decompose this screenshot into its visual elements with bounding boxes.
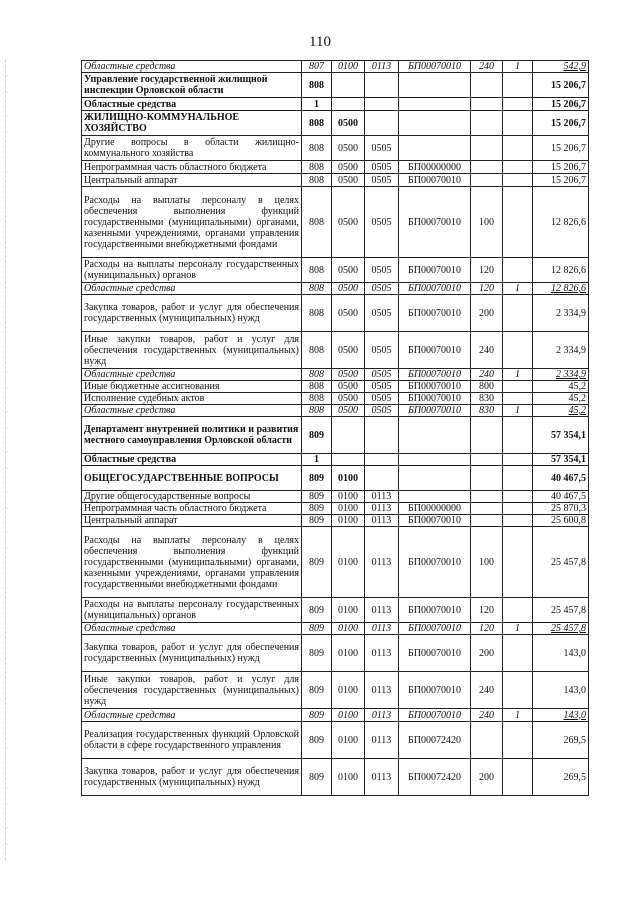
row-source-cell (503, 672, 533, 709)
page-number: 110 (309, 34, 331, 50)
row-amount-cell: 12 826,6 (533, 187, 589, 258)
row-razdel-cell: 0100 (332, 515, 365, 527)
row-name-cell: Иные закупки товаров, работ и услуг для обеспечения государственных (муниципальных) нужд (82, 332, 302, 369)
row-target-article-cell: БП00070010 (399, 623, 471, 635)
row-razdel-cell: 0100 (332, 598, 365, 623)
table-row (82, 283, 589, 295)
row-amount-cell: 2 334,9 (533, 295, 589, 332)
row-source-cell: 1 (503, 369, 533, 381)
row-expense-type-cell (471, 161, 503, 174)
row-target-article-cell: БП00070010 (399, 527, 471, 598)
row-podrazdel-cell: 0505 (365, 295, 399, 332)
row-razdel-cell (332, 98, 365, 111)
row-amount-cell: 15 206,7 (533, 174, 589, 187)
row-name-cell: Иные бюджетные ассигнования (82, 381, 302, 393)
budget-table (81, 60, 589, 796)
row-vedomstvo-cell: 808 (302, 187, 332, 258)
row-target-article-cell: БП00070010 (399, 672, 471, 709)
row-amount-cell: 15 206,7 (533, 73, 589, 98)
row-podrazdel-cell: 0505 (365, 136, 399, 161)
row-amount-cell: 2 334,9 (533, 369, 589, 381)
row-expense-type-cell: 240 (471, 369, 503, 381)
row-source-cell (503, 136, 533, 161)
row-amount-cell: 269,5 (533, 722, 589, 759)
row-name-cell: Центральный аппарат (82, 174, 302, 187)
row-expense-type-cell (471, 73, 503, 98)
row-podrazdel-cell: 0505 (365, 174, 399, 187)
row-razdel-cell: 0100 (332, 672, 365, 709)
row-source-cell (503, 258, 533, 283)
row-amount-cell: 143,0 (533, 672, 589, 709)
row-name-cell: Закупка товаров, работ и услуг для обеспечения государственных (муниципальных) нужд (82, 295, 302, 332)
row-razdel-cell: 0100 (332, 759, 365, 796)
row-vedomstvo-cell: 1 (302, 98, 332, 111)
row-vedomstvo-cell: 808 (302, 111, 332, 136)
row-vedomstvo-cell: 808 (302, 136, 332, 161)
row-amount-cell: 12 826,6 (533, 258, 589, 283)
row-name-cell: Центральный аппарат (82, 515, 302, 527)
table-row (82, 709, 589, 722)
row-podrazdel-cell: 0113 (365, 503, 399, 515)
row-source-cell (503, 187, 533, 258)
row-vedomstvo-cell: 809 (302, 635, 332, 672)
row-razdel-cell (332, 417, 365, 454)
row-vedomstvo-cell: 809 (302, 709, 332, 722)
row-razdel-cell (332, 73, 365, 98)
row-source-cell (503, 722, 533, 759)
row-razdel-cell: 0500 (332, 258, 365, 283)
table-row (82, 111, 589, 136)
row-amount-cell: 40 467,5 (533, 466, 589, 491)
row-name-cell: Исполнение судебных актов (82, 393, 302, 405)
row-name-cell: Расходы на выплаты персоналу государственных (муниципальных) органов (82, 258, 302, 283)
row-name-cell: Закупка товаров, работ и услуг для обеспечения государственных (муниципальных) нужд (82, 635, 302, 672)
row-name-cell: Областные средства (82, 283, 302, 295)
row-expense-type-cell: 240 (471, 332, 503, 369)
row-razdel-cell: 0500 (332, 369, 365, 381)
row-vedomstvo-cell: 809 (302, 527, 332, 598)
row-expense-type-cell (471, 515, 503, 527)
row-vedomstvo-cell: 808 (302, 174, 332, 187)
row-razdel-cell: 0500 (332, 161, 365, 174)
row-amount-cell: 25 600,8 (533, 515, 589, 527)
row-razdel-cell: 0100 (332, 466, 365, 491)
row-razdel-cell: 0100 (332, 491, 365, 503)
row-podrazdel-cell: 0113 (365, 527, 399, 598)
row-target-article-cell: БП00070010 (399, 187, 471, 258)
row-razdel-cell: 0500 (332, 187, 365, 258)
row-source-cell (503, 491, 533, 503)
row-podrazdel-cell: 0113 (365, 709, 399, 722)
row-name-cell: Расходы на выплаты персоналу государственных (муниципальных) органов (82, 598, 302, 623)
row-target-article-cell (399, 111, 471, 136)
row-expense-type-cell: 100 (471, 527, 503, 598)
row-amount-cell: 542,9 (533, 61, 589, 73)
row-amount-cell: 45,2 (533, 381, 589, 393)
row-podrazdel-cell (365, 111, 399, 136)
row-name-cell: Расходы на выплаты персоналу в целях обеспечения выполнения функций государственными (муниципальными) органами, казенными учреждениями, органами управления государственными внебюджетными фондами (82, 187, 302, 258)
table-row (82, 393, 589, 405)
table-row (82, 759, 589, 796)
table-row (82, 161, 589, 174)
row-expense-type-cell (471, 503, 503, 515)
row-target-article-cell (399, 417, 471, 454)
row-name-cell: Непрограммная часть областного бюджета (82, 161, 302, 174)
row-target-article-cell: БП00070010 (399, 332, 471, 369)
row-source-cell (503, 295, 533, 332)
row-podrazdel-cell: 0113 (365, 635, 399, 672)
row-target-article-cell (399, 136, 471, 161)
row-target-article-cell (399, 454, 471, 466)
row-vedomstvo-cell: 809 (302, 672, 332, 709)
table-row (82, 722, 589, 759)
table-row (82, 672, 589, 709)
table-row (82, 503, 589, 515)
row-target-article-cell (399, 466, 471, 491)
row-podrazdel-cell: 0505 (365, 393, 399, 405)
row-podrazdel-cell: 0505 (365, 161, 399, 174)
row-target-article-cell: БП00072420 (399, 759, 471, 796)
row-expense-type-cell: 240 (471, 61, 503, 73)
row-razdel-cell: 0500 (332, 295, 365, 332)
row-amount-cell: 25 457,8 (533, 527, 589, 598)
row-target-article-cell: БП00070010 (399, 405, 471, 417)
row-expense-type-cell (471, 722, 503, 759)
row-source-cell (503, 598, 533, 623)
row-amount-cell: 143,0 (533, 709, 589, 722)
row-target-article-cell: БП00000000 (399, 161, 471, 174)
row-amount-cell: 143,0 (533, 635, 589, 672)
row-podrazdel-cell: 0113 (365, 672, 399, 709)
row-source-cell: 1 (503, 709, 533, 722)
row-podrazdel-cell: 0113 (365, 491, 399, 503)
row-target-article-cell (399, 98, 471, 111)
table-row (82, 295, 589, 332)
row-razdel-cell: 0100 (332, 722, 365, 759)
row-expense-type-cell (471, 111, 503, 136)
row-source-cell (503, 174, 533, 187)
row-amount-cell: 25 457,8 (533, 598, 589, 623)
row-vedomstvo-cell: 809 (302, 722, 332, 759)
row-podrazdel-cell: 0505 (365, 369, 399, 381)
table-row (82, 258, 589, 283)
row-vedomstvo-cell: 808 (302, 369, 332, 381)
row-expense-type-cell: 830 (471, 393, 503, 405)
row-name-cell: ЖИЛИЩНО-КОММУНАЛЬНОЕ ХОЗЯЙСТВО (82, 111, 302, 136)
row-source-cell (503, 503, 533, 515)
row-podrazdel-cell (365, 417, 399, 454)
row-vedomstvo-cell: 809 (302, 759, 332, 796)
row-target-article-cell: БП00070010 (399, 598, 471, 623)
row-name-cell: Реализация государственных функций Орловской области в сфере государственного управления (82, 722, 302, 759)
row-expense-type-cell: 120 (471, 258, 503, 283)
row-razdel-cell: 0500 (332, 174, 365, 187)
row-razdel-cell: 0100 (332, 503, 365, 515)
row-expense-type-cell (471, 174, 503, 187)
row-target-article-cell: БП00070010 (399, 393, 471, 405)
row-source-cell (503, 393, 533, 405)
row-razdel-cell: 0500 (332, 332, 365, 369)
row-name-cell: Областные средства (82, 61, 302, 73)
row-target-article-cell: БП00070010 (399, 381, 471, 393)
row-name-cell: Непрограммная часть областного бюджета (82, 503, 302, 515)
table-row (82, 405, 589, 417)
row-expense-type-cell: 200 (471, 295, 503, 332)
row-source-cell (503, 98, 533, 111)
table-row (82, 417, 589, 454)
row-expense-type-cell: 830 (471, 405, 503, 417)
row-expense-type-cell: 100 (471, 187, 503, 258)
row-amount-cell: 269,5 (533, 759, 589, 796)
row-podrazdel-cell: 0113 (365, 722, 399, 759)
row-amount-cell: 12 826,6 (533, 283, 589, 295)
row-target-article-cell: БП00070010 (399, 515, 471, 527)
row-amount-cell: 25 870,3 (533, 503, 589, 515)
row-source-cell (503, 515, 533, 527)
row-razdel-cell: 0100 (332, 527, 365, 598)
row-razdel-cell: 0500 (332, 283, 365, 295)
row-source-cell (503, 466, 533, 491)
row-source-cell (503, 454, 533, 466)
table-row (82, 174, 589, 187)
table-row (82, 491, 589, 503)
row-vedomstvo-cell: 808 (302, 73, 332, 98)
row-name-cell: Закупка товаров, работ и услуг для обеспечения государственных (муниципальных) нужд (82, 759, 302, 796)
row-vedomstvo-cell: 809 (302, 598, 332, 623)
row-source-cell (503, 635, 533, 672)
row-podrazdel-cell: 0505 (365, 381, 399, 393)
row-expense-type-cell: 200 (471, 635, 503, 672)
row-name-cell: Иные закупки товаров, работ и услуг для обеспечения государственных (муниципальных) нужд (82, 672, 302, 709)
table-row (82, 454, 589, 466)
row-target-article-cell: БП00070010 (399, 369, 471, 381)
row-expense-type-cell: 120 (471, 598, 503, 623)
row-expense-type-cell (471, 454, 503, 466)
row-podrazdel-cell (365, 466, 399, 491)
row-amount-cell: 15 206,7 (533, 136, 589, 161)
row-target-article-cell: БП00000000 (399, 503, 471, 515)
row-expense-type-cell: 240 (471, 709, 503, 722)
row-source-cell (503, 332, 533, 369)
row-vedomstvo-cell: 808 (302, 258, 332, 283)
row-name-cell: Другие вопросы в области жилищно-коммунального хозяйства (82, 136, 302, 161)
row-name-cell: Другие общегосударственные вопросы (82, 491, 302, 503)
row-razdel-cell: 0500 (332, 136, 365, 161)
table-row (82, 515, 589, 527)
row-amount-cell: 15 206,7 (533, 98, 589, 111)
row-target-article-cell (399, 73, 471, 98)
row-amount-cell: 25 457,8 (533, 623, 589, 635)
table-row (82, 381, 589, 393)
row-vedomstvo-cell: 809 (302, 515, 332, 527)
row-razdel-cell: 0100 (332, 61, 365, 73)
row-expense-type-cell: 120 (471, 623, 503, 635)
row-expense-type-cell: 120 (471, 283, 503, 295)
row-vedomstvo-cell: 807 (302, 61, 332, 73)
row-source-cell (503, 527, 533, 598)
row-amount-cell: 57 354,1 (533, 454, 589, 466)
row-vedomstvo-cell: 808 (302, 393, 332, 405)
row-source-cell (503, 417, 533, 454)
row-name-cell: Областные средства (82, 405, 302, 417)
row-name-cell: Департамент внутренней политики и развития местного самоуправления Орловской области (82, 417, 302, 454)
row-target-article-cell: БП00070010 (399, 295, 471, 332)
row-expense-type-cell: 240 (471, 672, 503, 709)
row-podrazdel-cell (365, 98, 399, 111)
row-amount-cell: 15 206,7 (533, 111, 589, 136)
table-row (82, 98, 589, 111)
row-podrazdel-cell: 0113 (365, 623, 399, 635)
row-target-article-cell: БП00070010 (399, 61, 471, 73)
row-name-cell: Областные средства (82, 709, 302, 722)
table-row (82, 623, 589, 635)
row-name-cell: Расходы на выплаты персоналу в целях обеспечения выполнения функций государственными (муниципальными) органами, казенными учреждениями, органами управления государственными внебюджетными фондами (82, 527, 302, 598)
row-name-cell: Управление государственной жилищной инспекции Орловской области (82, 73, 302, 98)
row-source-cell (503, 759, 533, 796)
row-razdel-cell: 0100 (332, 635, 365, 672)
row-podrazdel-cell (365, 454, 399, 466)
row-podrazdel-cell: 0113 (365, 515, 399, 527)
table-row (82, 635, 589, 672)
row-name-cell: ОБЩЕГОСУДАРСТВЕННЫЕ ВОПРОСЫ (82, 466, 302, 491)
table-row (82, 598, 589, 623)
row-vedomstvo-cell: 808 (302, 381, 332, 393)
row-source-cell (503, 111, 533, 136)
row-expense-type-cell (471, 136, 503, 161)
row-amount-cell: 15 206,7 (533, 161, 589, 174)
row-razdel-cell: 0100 (332, 623, 365, 635)
row-amount-cell: 40 467,5 (533, 491, 589, 503)
row-target-article-cell (399, 491, 471, 503)
row-expense-type-cell: 200 (471, 759, 503, 796)
row-source-cell: 1 (503, 405, 533, 417)
row-expense-type-cell: 800 (471, 381, 503, 393)
table-row (82, 527, 589, 598)
row-vedomstvo-cell: 809 (302, 466, 332, 491)
row-source-cell (503, 381, 533, 393)
row-vedomstvo-cell: 808 (302, 161, 332, 174)
row-expense-type-cell (471, 98, 503, 111)
row-amount-cell: 45,2 (533, 405, 589, 417)
row-podrazdel-cell: 0113 (365, 759, 399, 796)
row-podrazdel-cell: 0113 (365, 61, 399, 73)
row-source-cell: 1 (503, 61, 533, 73)
row-vedomstvo-cell: 808 (302, 295, 332, 332)
table-row (82, 187, 589, 258)
row-source-cell: 1 (503, 283, 533, 295)
table-row (82, 369, 589, 381)
row-amount-cell: 57 354,1 (533, 417, 589, 454)
row-name-cell: Областные средства (82, 623, 302, 635)
row-target-article-cell: БП00070010 (399, 709, 471, 722)
row-target-article-cell: БП00072420 (399, 722, 471, 759)
row-podrazdel-cell: 0505 (365, 332, 399, 369)
row-expense-type-cell (471, 466, 503, 491)
row-target-article-cell: БП00070010 (399, 283, 471, 295)
row-vedomstvo-cell: 809 (302, 503, 332, 515)
row-vedomstvo-cell: 1 (302, 454, 332, 466)
row-amount-cell: 2 334,9 (533, 332, 589, 369)
row-vedomstvo-cell: 808 (302, 283, 332, 295)
table-row (82, 332, 589, 369)
row-podrazdel-cell (365, 73, 399, 98)
row-target-article-cell: БП00070010 (399, 258, 471, 283)
table-row (82, 73, 589, 98)
binding-margin-line (5, 60, 6, 860)
row-podrazdel-cell: 0505 (365, 258, 399, 283)
row-podrazdel-cell: 0505 (365, 187, 399, 258)
row-expense-type-cell (471, 491, 503, 503)
row-source-cell: 1 (503, 623, 533, 635)
row-razdel-cell: 0500 (332, 111, 365, 136)
row-expense-type-cell (471, 417, 503, 454)
table-row (82, 466, 589, 491)
row-target-article-cell: БП00070010 (399, 635, 471, 672)
row-podrazdel-cell: 0505 (365, 283, 399, 295)
table-row (82, 61, 589, 73)
row-razdel-cell: 0500 (332, 381, 365, 393)
row-name-cell: Областные средства (82, 98, 302, 111)
row-podrazdel-cell: 0113 (365, 598, 399, 623)
row-vedomstvo-cell: 808 (302, 405, 332, 417)
row-razdel-cell: 0500 (332, 405, 365, 417)
row-amount-cell: 45,2 (533, 393, 589, 405)
row-vedomstvo-cell: 809 (302, 623, 332, 635)
row-podrazdel-cell: 0505 (365, 405, 399, 417)
row-vedomstvo-cell: 809 (302, 491, 332, 503)
row-source-cell (503, 73, 533, 98)
row-name-cell: Областные средства (82, 369, 302, 381)
row-source-cell (503, 161, 533, 174)
row-razdel-cell: 0100 (332, 709, 365, 722)
table-row (82, 136, 589, 161)
row-vedomstvo-cell: 808 (302, 332, 332, 369)
row-name-cell: Областные средства (82, 454, 302, 466)
row-vedomstvo-cell: 809 (302, 417, 332, 454)
row-razdel-cell (332, 454, 365, 466)
row-target-article-cell: БП00070010 (399, 174, 471, 187)
row-razdel-cell: 0500 (332, 393, 365, 405)
